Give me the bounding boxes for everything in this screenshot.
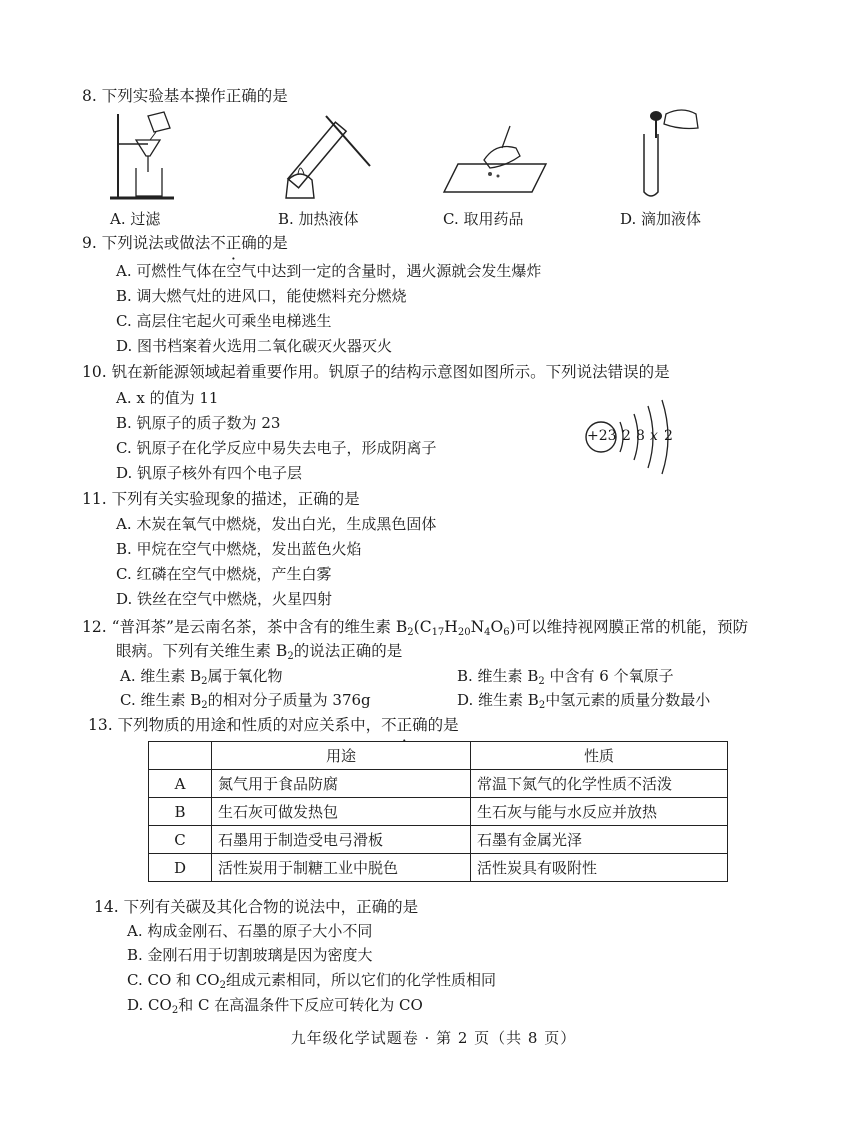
table-cell-label: A <box>149 770 212 798</box>
q14-option-d: D. $CO_2$和 C 在高温条件下反应可转化为 CO <box>127 996 423 1016</box>
q12-option-d: D. 维生素 $B_2$中氢元素的质量分数最小 <box>457 691 711 711</box>
table-row <box>149 798 728 826</box>
q11-option-b: B. 甲烷在空气中燃烧，发出蓝色火焰 <box>116 540 362 558</box>
q11-option-a: A. 木炭在氧气中燃烧，发出白光，生成黑色固体 <box>116 515 437 533</box>
q12-option-c: C. 维生素 $B_2$的相对分子质量为 376g <box>120 691 371 711</box>
q9-option-b: B. 调大燃气灶的进风口，能使燃料充分燃烧 <box>116 287 407 305</box>
q14-stem: 14. 下列有关碳及其化合物的说法中，正确的是 <box>94 898 419 916</box>
q10-option-d: D. 钒原子核外有四个电子层 <box>116 464 303 482</box>
nucleus-charge: +23 <box>587 428 617 444</box>
shell-3: x <box>650 428 658 444</box>
table-cell-use: 氮气用于食品防腐 <box>212 770 471 798</box>
q9-emphasis: 不正确 <box>210 234 257 252</box>
q11-option-c: C. 红磷在空气中燃烧，产生白雾 <box>116 565 332 583</box>
shell-4: 2 <box>664 428 673 444</box>
shell-2: 8 <box>636 428 645 444</box>
q14-option-b: B. 金刚石用于切割玻璃是因为密度大 <box>127 946 373 964</box>
taking-reagent-figure <box>440 122 550 198</box>
table-cell-property: 活性炭具有吸附性 <box>471 854 728 882</box>
q9-option-d: D. 图书档案着火选用二氧化碳灭火器灭火 <box>116 337 393 355</box>
vanadium-atom-diagram <box>584 398 684 480</box>
dropping-liquid-figure <box>618 104 702 200</box>
q8-stem: 8. 下列实验基本操作正确的是 <box>82 87 288 105</box>
q12-option-b: B. 维生素 $B_2$ 中含有 6 个氧原子 <box>457 667 674 687</box>
table-row <box>149 826 728 854</box>
q12-stem-line2: 眼病。下列有关维生素 $B_2$的说法正确的是 <box>116 642 403 662</box>
q11-option-d: D. 铁丝在空气中燃烧，火星四射 <box>116 590 333 608</box>
table-header-label <box>149 742 212 770</box>
q8-option-b: B. 加热液体 <box>278 210 359 228</box>
table-cell-label: B <box>149 798 212 826</box>
table-cell-use: 石墨用于制造受电弓滑板 <box>212 826 471 854</box>
table-header-property: 性质 <box>471 742 728 770</box>
q10-option-c: C. 钒原子在化学反应中易失去电子，形成阴离子 <box>116 439 437 457</box>
heating-liquid-figure <box>270 108 380 206</box>
q8-option-d: D. 滴加液体 <box>620 210 702 228</box>
q10-option-b: B. 钒原子的质子数为 23 <box>116 414 281 432</box>
table-header-row <box>149 742 728 770</box>
q9-option-a: A. 可燃性气体在空气中达到一定的含量时，遇火源就会发生爆炸 <box>116 262 542 280</box>
q13-emphasis: 不正确 <box>381 716 428 734</box>
table-cell-property: 生石灰与能与水反应并放热 <box>471 798 728 826</box>
q8-option-c: C. 取用药品 <box>443 210 524 228</box>
q10-option-a: A. x 的值为 11 <box>116 389 219 407</box>
table-cell-label: C <box>149 826 212 854</box>
page-footer: 九年级化学试题卷 · 第 2 页（共 8 页） <box>290 1029 577 1047</box>
table-row <box>149 770 728 798</box>
table-row <box>149 854 728 882</box>
q13-table <box>148 741 728 882</box>
q11-stem: 11. 下列有关实验现象的描述，正确的是 <box>82 490 360 508</box>
q12-option-a: A. 维生素 $B_2$属于氧化物 <box>120 667 283 687</box>
table-cell-use: 活性炭用于制糖工业中脱色 <box>212 854 471 882</box>
table-header-use: 用途 <box>212 742 471 770</box>
q13-stem: 13. 下列物质的用途和性质的对应关系中，不正确的是 <box>88 716 459 734</box>
table-cell-property: 石墨有金属光泽 <box>471 826 728 854</box>
q8-option-a: A. 过滤 <box>110 210 161 228</box>
table-cell-property: 常温下氮气的化学性质不活泼 <box>471 770 728 798</box>
filtration-figure <box>108 110 178 206</box>
table-cell-use: 生石灰可做发热包 <box>212 798 471 826</box>
q14-option-a: A. 构成金刚石、石墨的原子大小不同 <box>127 922 373 940</box>
q12-stem-line1: 12. “普洱茶”是云南名茶，茶中含有的维生素 $B_2(C_{17}H_{20}N_4O_6)$可以维持视网膜正常的机能，预防 <box>82 618 749 638</box>
table-cell-label: D <box>149 854 212 882</box>
q10-stem: 10. 钒在新能源领域起着重要作用。钒原子的结构示意图如图所示。下列说法错误的是 <box>82 363 670 381</box>
shell-1: 2 <box>622 428 631 444</box>
q14-option-c: C. CO 和 $CO_2$组成元素相同，所以它们的化学性质相同 <box>127 971 496 991</box>
q9-option-c: C. 高层住宅起火可乘坐电梯逃生 <box>116 312 332 330</box>
q9-stem: 9. 下列说法或做法不正确的是 <box>82 234 288 252</box>
